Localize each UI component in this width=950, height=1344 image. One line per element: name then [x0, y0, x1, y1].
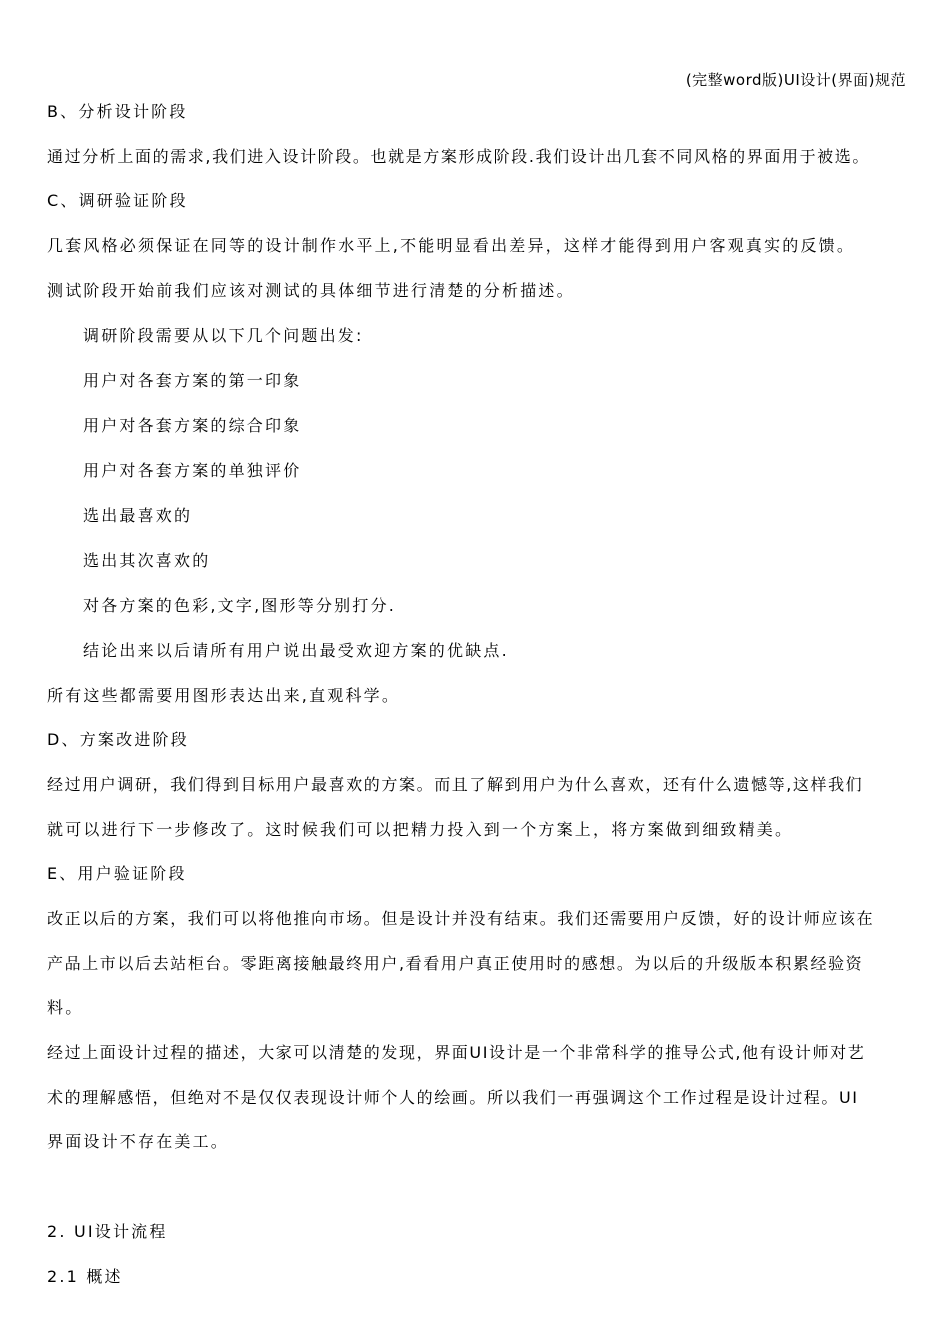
summary-paragraph-line: 界面设计不存在美工。	[47, 1132, 230, 1151]
summary-paragraph-line: 术的理解感悟，但绝对不是仅仅表现设计师个人的绘画。所以我们一再强调这个工作过程是设计过程。UI	[47, 1088, 859, 1107]
section-d-paragraph-line: 经过用户调研，我们得到目标用户最喜欢的方案。而且了解到用户为什么喜欢，还有什么遗憾等,这样我们	[47, 775, 864, 794]
list-item: 用户对各套方案的第一印象	[83, 371, 302, 390]
running-header: (完整word版)UI设计(界面)规范	[685, 71, 906, 89]
section-b-paragraph: 通过分析上面的需求,我们进入设计阶段。也就是方案形成阶段.我们设计出几套不同风格的界面用于被选。	[47, 147, 870, 166]
section-e-heading: E、用户验证阶段	[47, 864, 187, 883]
section-c-paragraph-3: 所有这些都需要用图形表达出来,直观科学。	[47, 686, 401, 705]
section-c-heading: C、调研验证阶段	[47, 191, 188, 210]
section-d-heading: D、方案改进阶段	[47, 730, 189, 749]
section-d-paragraph-line: 就可以进行下一步修改了。这时候我们可以把精力投入到一个方案上，将方案做到细致精美。	[47, 820, 794, 839]
section-c-intro: 调研阶段需要从以下几个问题出发:	[83, 326, 364, 345]
list-item: 选出最喜欢的	[83, 506, 193, 525]
section-c-paragraph-2: 测试阶段开始前我们应该对测试的具体细节进行清楚的分析描述。	[47, 281, 575, 300]
section-2-heading: 2. UI设计流程	[47, 1222, 168, 1241]
section-b-heading: B、分析设计阶段	[47, 102, 188, 121]
list-item: 选出其次喜欢的	[83, 551, 211, 570]
section-e-paragraph-line: 产品上市以后去站柜台。零距离接触最终用户,看看用户真正使用时的感想。为以后的升级版本积累经验资	[47, 954, 864, 973]
section-e-paragraph-line: 改正以后的方案，我们可以将他推向市场。但是设计并没有结束。我们还需要用户反馈，好的设计师应该在	[47, 909, 875, 928]
section-e-paragraph-line: 料。	[47, 998, 84, 1017]
list-item: 用户对各套方案的综合印象	[83, 416, 302, 435]
list-item: 对各方案的色彩,文字,图形等分别打分.	[83, 596, 397, 615]
list-item: 用户对各套方案的单独评价	[83, 461, 302, 480]
section-2-1-heading: 2.1 概述	[47, 1267, 123, 1286]
list-item: 结论出来以后请所有用户说出最受欢迎方案的优缺点.	[83, 641, 509, 660]
summary-paragraph-line: 经过上面设计过程的描述，大家可以清楚的发现，界面UI设计是一个非常科学的推导公式,他有设计师对艺	[47, 1043, 866, 1062]
section-c-paragraph-1: 几套风格必须保证在同等的设计制作水平上,不能明显看出差异，这样才能得到用户客观真实的反馈。	[47, 236, 856, 255]
